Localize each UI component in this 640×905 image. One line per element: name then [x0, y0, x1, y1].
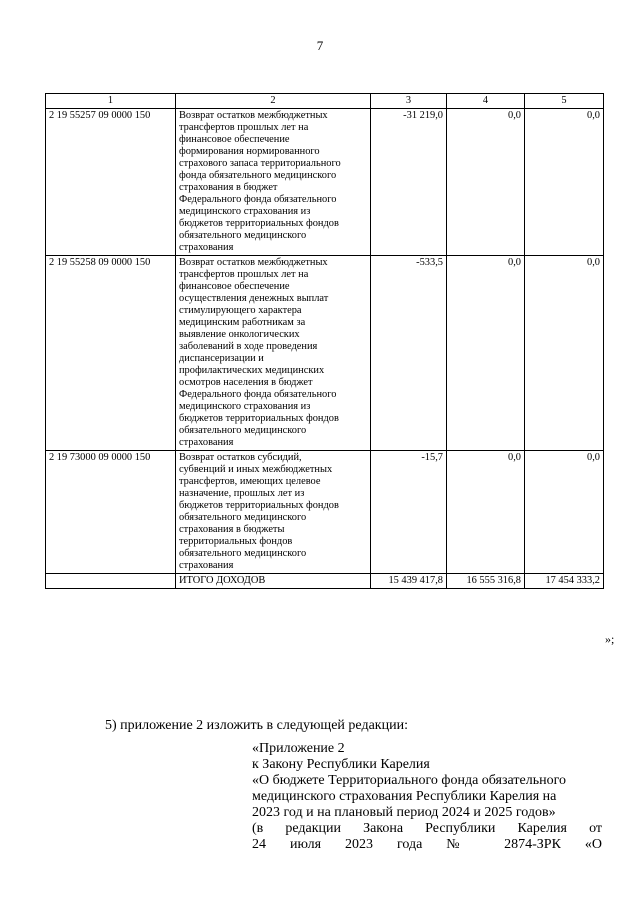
- description-line: Федерального фонда обязательного: [179, 389, 337, 400]
- table-header-row: [46, 94, 604, 109]
- value-2025-cell: 0,0: [525, 451, 604, 574]
- description-line: страхования в бюджет: [179, 182, 278, 193]
- description-line: осмотров населения в бюджет: [179, 377, 313, 388]
- value-2023-cell: -533,5: [371, 256, 447, 451]
- appendix-line-3: «О бюджете Территориального фонда обязательного: [252, 773, 566, 788]
- appendix-line-5: 2023 год и на плановый период 2024 и 2025 годов»: [252, 805, 556, 820]
- description-line: финансовое обеспечение: [179, 281, 290, 292]
- description-cell: [176, 256, 371, 451]
- value-2025-cell: 0,0: [525, 109, 604, 256]
- budget-code-cell: 2 19 55258 09 0000 150: [46, 256, 176, 451]
- header-cell-4: 4: [447, 94, 525, 109]
- description-cell: [176, 451, 371, 574]
- description-line: трансфертов прошлых лет на: [179, 122, 309, 133]
- description-line: бюджетов территориальных фондов: [179, 413, 339, 424]
- total-value-2025: 17 454 333,2: [525, 574, 604, 589]
- appendix-line-6: (в редакции Закона Республики Карелия от: [252, 821, 602, 836]
- closing-quote-mark: »;: [605, 632, 615, 646]
- description-line: Возврат остатков межбюджетных: [179, 257, 328, 268]
- description-line: Федерального фонда обязательного: [179, 194, 337, 205]
- budget-code-cell: 2 19 73000 09 0000 150: [46, 451, 176, 574]
- description-line: заболеваний в ходе проведения: [179, 341, 318, 352]
- description-line: страхования: [179, 437, 234, 448]
- description-line: субвенций и иных межбюджетных: [179, 464, 333, 475]
- description-line: обязательного медицинского: [179, 512, 307, 523]
- appendix-line-4: медицинского страхования Республики Карелия на: [252, 789, 557, 804]
- total-label: ИТОГО ДОХОДОВ: [176, 574, 371, 589]
- description-line: стимулирующего характера: [179, 305, 302, 316]
- header-cell-3: 3: [371, 94, 447, 109]
- total-value-2023: 15 439 417,8: [371, 574, 447, 589]
- description-line: страхования: [179, 560, 234, 571]
- total-row: [46, 574, 604, 589]
- header-cell-1: 1: [46, 94, 176, 109]
- description-line: территориальных фондов: [179, 536, 293, 547]
- description-line: обязательного медицинского: [179, 230, 307, 241]
- amendment-paragraph: 5) приложение 2 изложить в следующей редакции:: [105, 718, 408, 733]
- table-row: [46, 451, 604, 574]
- value-2023-cell: -31 219,0: [371, 109, 447, 256]
- value-2023-cell: -15,7: [371, 451, 447, 574]
- revenue-table: [45, 93, 604, 589]
- value-2024-cell: 0,0: [447, 256, 525, 451]
- description-line: медицинским работникам за: [179, 317, 306, 328]
- appendix-line-1: «Приложение 2: [252, 741, 345, 756]
- description-line: фонда обязательного медицинского: [179, 170, 337, 181]
- description-line: Возврат остатков межбюджетных: [179, 110, 328, 121]
- total-value-2024: 16 555 316,8: [447, 574, 525, 589]
- description-cell: [176, 109, 371, 256]
- description-line: страхования: [179, 242, 234, 253]
- description-line: диспансеризации и: [179, 353, 264, 364]
- appendix-line-2: к Закону Республики Карелия: [252, 757, 430, 772]
- value-2024-cell: 0,0: [447, 451, 525, 574]
- description-line: трансфертов, имеющих целевое: [179, 476, 321, 487]
- budget-code-cell: 2 19 55257 09 0000 150: [46, 109, 176, 256]
- description-line: бюджетов территориальных фондов: [179, 500, 339, 511]
- description-line: страхования в бюджеты: [179, 524, 285, 535]
- page-number: 7: [316, 38, 324, 53]
- description-line: осуществления денежных выплат: [179, 293, 329, 304]
- description-line: финансовое обеспечение: [179, 134, 290, 145]
- description-line: формирования нормированного: [179, 146, 320, 157]
- appendix-heading: [252, 741, 602, 853]
- total-code-cell: [46, 574, 176, 589]
- description-line: страхового запаса территориального: [179, 158, 341, 169]
- description-line: профилактических медицинских: [179, 365, 325, 376]
- description-line: назначение, прошлых лет из: [179, 488, 305, 499]
- description-line: медицинского страхования из: [179, 401, 311, 412]
- description-line: медицинского страхования из: [179, 206, 311, 217]
- description-line: бюджетов территориальных фондов: [179, 218, 339, 229]
- description-line: Возврат остатков субсидий,: [179, 452, 302, 463]
- header-cell-2: 2: [176, 94, 371, 109]
- header-cell-5: 5: [525, 94, 604, 109]
- value-2024-cell: 0,0: [447, 109, 525, 256]
- table-row: [46, 109, 604, 256]
- description-line: обязательного медицинского: [179, 425, 307, 436]
- value-2025-cell: 0,0: [525, 256, 604, 451]
- description-line: трансфертов прошлых лет на: [179, 269, 309, 280]
- description-line: обязательного медицинского: [179, 548, 307, 559]
- appendix-line-7: 24 июля 2023 года № 2874-ЗРК «О: [252, 837, 602, 852]
- table-row: [46, 256, 604, 451]
- description-line: выявление онкологических: [179, 329, 300, 340]
